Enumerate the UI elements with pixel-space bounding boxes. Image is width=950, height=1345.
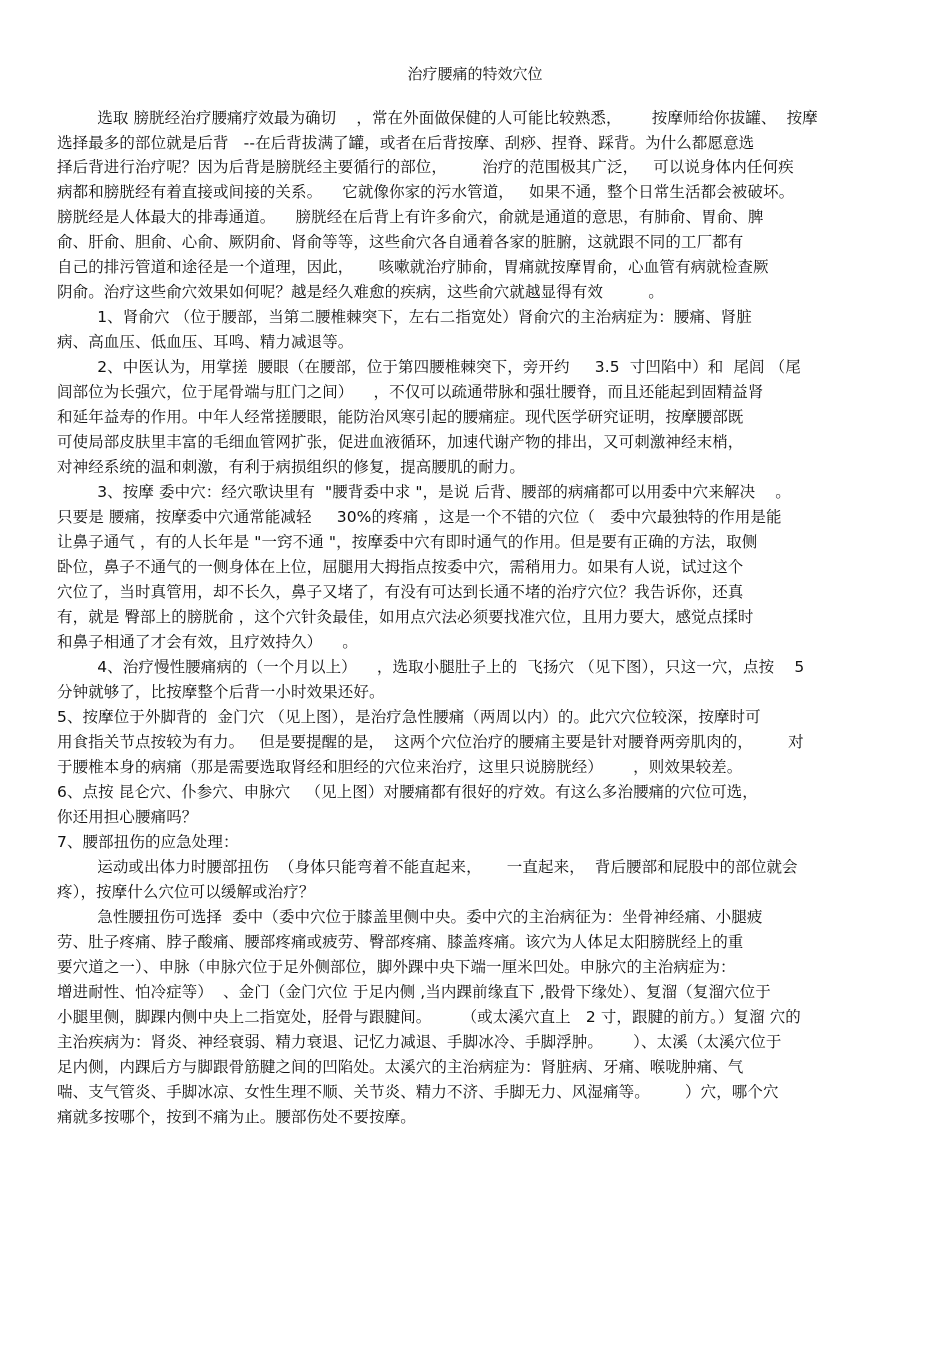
text-line: 只要是 腰痛，按摩委中穴通常能减轻 30%的疼痛 ，这是一个不错的穴位（ 委中穴最独特的作用是能 [57,508,782,526]
text-line: 4、治疗慢性腰痛病的（一个月以上） ，选取小腿肚子上的 飞扬穴 （见下图），只这一穴，点按 5 [57,658,805,676]
text-line: 穴位了，当时真管用，却不长久，鼻子又堵了，有没有可达到长通不堵的治疗穴位？我告诉你，还真 [57,583,744,601]
text-line: 阴俞。治疗这些俞穴效果如何呢？越是经久难愈的疾病，这些俞穴就越显得有效 。 [57,283,664,301]
text-line: 闾部位为长强穴，位于尾骨端与肛门之间） ，不仅可以疏通带脉和强壮腰脊，而且还能起到固精益肾 [57,383,764,401]
text-line: 对神经系统的温和刺激，有利于病损组织的修复，提高腰肌的耐力。 [57,458,526,476]
text-line: 病、高血压、低血压、耳鸣、精力减退等。 [57,333,354,351]
text-line: 痛就多按哪个，按到不痛为止。腰部伤处不要按摩。 [57,1108,416,1126]
text-line: 2、中医认为，用掌搓 腰眼（在腰部，位于第四腰椎棘突下，旁开约 3.5 寸凹陷中）和 尾闾 （尾 [57,358,801,376]
text-line: 病都和膀胱经有着直接或间接的关系。 它就像你家的污水管道， 如果不通，整个日常生活都会被破坏。 [57,183,795,201]
text-line: 可使局部皮肤里丰富的毛细血管网扩张，促进血液循环，加速代谢产物的排出，又可刺激神经末梢， [57,433,744,451]
text-line: 自己的排污管道和途径是一个道理，因此， 咳嗽就治疗肺俞，胃痛就按摩胃俞，心血管有病就检查厥 [57,258,769,276]
text-line: 小腿里侧，脚踝内侧中央上二指宽处，胫骨与跟腱间。 （或太溪穴直上 2 寸，跟腱的前方。）复溜 穴的 [57,1008,801,1026]
page-title: 治疗腰痛的特效穴位 [407,65,543,83]
text-line: 膀胱经是人体最大的排毒通道。 膀胱经在后背上有许多俞穴，俞就是通道的意思，有肺俞、胃俞、脾 [57,208,764,226]
text-line: 于腰椎本身的病痛（那是需要选取肾经和胆经的穴位来治疗，这里只说膀胱经） ，则效果较差。 [57,758,743,776]
text-line: 5、按摩位于外脚背的 金门穴 （见上图），是治疗急性腰痛（两周以内）的。此穴穴位较深，按摩时可 [57,708,761,726]
text-line: 运动或出体力时腰部扭伤 （身体只能弯着不能直起来， 一直起来， 背后腰部和屁股中的部位就会 [57,858,798,876]
text-line: 用食指关节点按较为有力。 但是要提醒的是， 这两个穴位治疗的腰痛主要是针对腰脊两旁肌肉的， 对 [57,733,804,751]
text-line: 分钟就够了，比按摩整个后背一小时效果还好。 [57,683,385,701]
text-line: 喘、支气管炎、手脚冰凉、女性生理不顺、关节炎、精力不济、手脚无力、风湿痛等。 ）穴，哪个穴 [57,1083,779,1101]
text-line: 1、肾俞穴 （位于腰部，当第二腰椎棘突下，左右二指宽处）肾俞穴的主治病症为：腰痛、肾脏 [57,308,752,326]
text-line: 选择最多的部位就是后背 --在后背拔满了罐，或者在后背按摩、刮痧、捏脊、踩背。为什么都愿意选 [57,134,755,152]
text-line: 选取 膀胱经治疗腰痛疗效最为确切 ，常在外面做保健的人可能比较熟悉， 按摩师给你拔罐、 按摩 [57,109,818,127]
text-line: 让鼻子通气 ，有的人长年是 "一窍不通 "，按摩委中穴有即时通气的作用。但是要有正确的方法，取侧 [57,533,758,551]
text-line: 增进耐性、怕冷症等） 、金门（金门穴位 于足内侧 ,当内踝前缘直下 ,骰骨下缘处）、复溜（复溜穴位于 [57,983,771,1001]
text-line: 择后背进行治疗呢？因为后背是膀胱经主要循行的部位， 治疗的范围极其广泛， 可以说身体内任何疾 [57,158,794,176]
text-line: 6、点按 昆仑穴、仆参穴、申脉穴 （见上图）对腰痛都有很好的疗效。有这么多治腰痛的穴位可选， [57,783,758,801]
text-line: 和鼻子相通了才会有效，且疗效持久） 。 [57,633,358,651]
text-line: 要穴道之一）、申脉（申脉穴位于足外侧部位，脚外踝中央下端一厘米凹处。申脉穴的主治病症为： [57,958,736,976]
text-line: 卧位，鼻子不通气的一侧身体在上位，屈腿用大拇指点按委中穴，需稍用力。如果有人说，试过这个 [57,558,744,576]
text-line: 足内侧，内踝后方与脚跟骨筋腱之间的凹陷处。太溪穴的主治病症为：肾脏病、牙痛、喉咙肿痛、气 [57,1058,744,1076]
text-line: 劳、肚子疼痛、脖子酸痛、腰部疼痛或疲劳、臀部疼痛、膝盖疼痛。该穴为人体足太阳膀胱经上的重 [57,933,744,951]
text-line: 你还用担心腰痛吗？ [57,808,198,826]
text-line: 急性腰扭伤可选择 委中（委中穴位于膝盖里侧中央。委中穴的主治病征为：坐骨神经痛、小腿疲 [57,908,763,926]
text-line: 和延年益寿的作用。中年人经常搓腰眼，能防治风寒引起的腰痛症。现代医学研究证明，按摩腰部既 [57,408,744,426]
text-line: 3、按摩 委中穴：经穴歌诀里有 "腰背委中求 "，是说 后背、腰部的病痛都可以用委中穴来解决 。 [57,483,791,501]
text-line: 疼），按摩什么穴位可以缓解或治疗？ [57,883,315,901]
text-line: 7、腰部扭伤的应急处理： [57,833,239,851]
text-line: 主治疾病为：肾炎、神经衰弱、精力衰退、记忆力减退、手脚冰冷、手脚浮肿。 ）、太溪（太溪穴位于 [57,1033,782,1051]
text-line: 俞、肝俞、胆俞、心俞、厥阴俞、肾俞等等，这些俞穴各自通着各家的脏腑，这就跟不同的工厂都有 [57,233,744,251]
text-line: 有，就是 臀部上的膀胱俞 ，这个穴针灸最佳，如用点穴法必须要找准穴位，且用力要大，感觉点揉时 [57,608,754,626]
